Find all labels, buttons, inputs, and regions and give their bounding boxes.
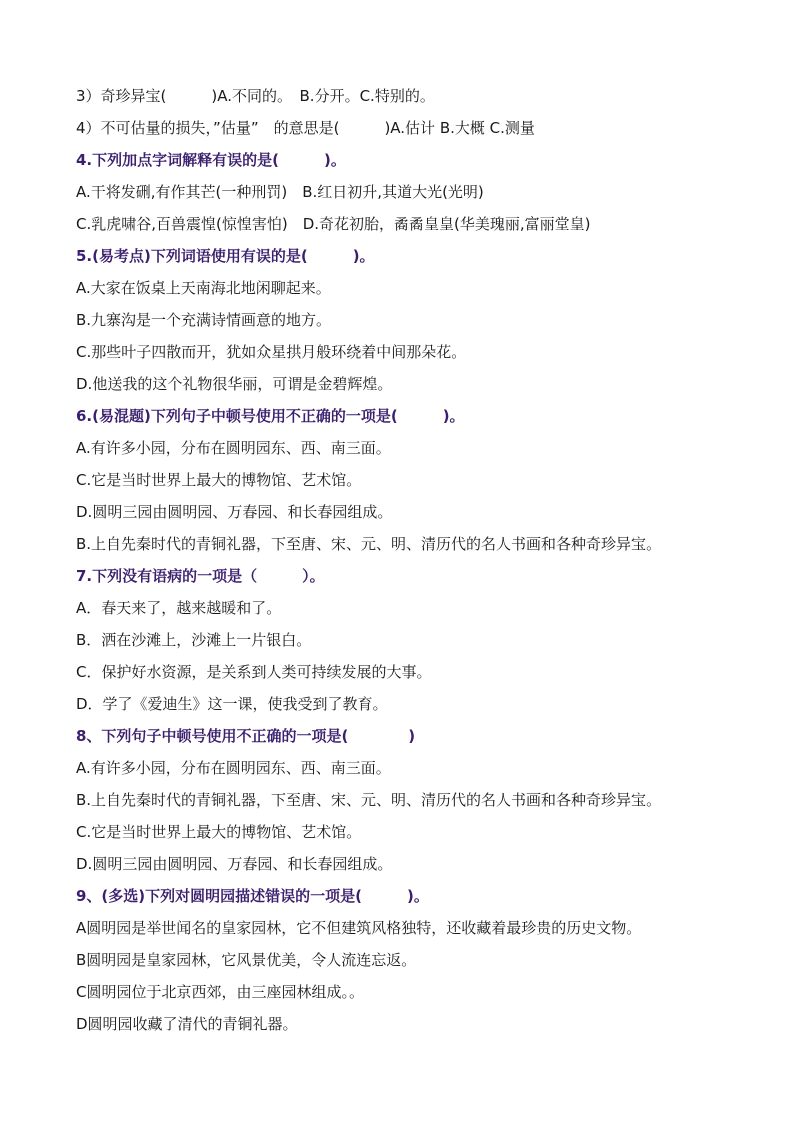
question-9-option-b: B圆明园是皇家园林，它风景优美，令人流连忘返。 [76,951,417,969]
option-line-3-synonym: 3）奇珍异宝( )A.不同的。 B.分开。C.特别的。 [76,87,435,105]
question-8-option-b: B.上自先秦时代的青铜礼器，下至唐、宋、元、明、清历代的名人书画和各种奇珍异宝。 [76,791,662,809]
question-6-option-d: D.圆明三园由圆明园、万春园、和长春园组成。 [76,503,393,521]
question-5-heading: 5.(易考点)下列词语使用有误的是( )。 [76,247,375,265]
question-4-heading: 4.下列加点字词解释有误的是( )。 [76,151,346,169]
question-5-option-c: C.那些叶子四散而开，犹如众星拱月般环绕着中间那朵花。 [76,343,467,361]
question-6-heading: 6.(易混题)下列句子中顿号使用不正确的一项是( )。 [76,407,465,425]
question-7-option-c: C．保护好水资源，是关系到人类可持续发展的大事。 [76,663,432,681]
question-6-option-a: A.有许多小园，分布在圆明园东、西、南三面。 [76,439,391,457]
option-line-4-estimate: 4）不可估量的损失，”估量” 的意思是( )A.估计 B.大概 C.测量 [76,119,535,137]
question-8-option-c: C.它是当时世界上最大的博物馆、艺术馆。 [76,823,362,841]
question-5-option-d: D.他送我的这个礼物很华丽，可谓是金碧辉煌。 [76,375,393,393]
question-9-option-d: D圆明园收藏了清代的青铜礼器。 [76,1015,298,1033]
question-7-option-d: D．学了《爱迪生》这一课，使我受到了教育。 [76,695,388,713]
question-9-option-a: A圆明园是举世闻名的皇家园林，它不但建筑风格独特，还收藏着最珍贵的历史文物。 [76,919,642,937]
question-6-option-c: C.它是当时世界上最大的博物馆、艺术馆。 [76,471,362,489]
question-8-heading: 8、下列句子中顿号使用不正确的一项是( ) [76,727,416,745]
question-4-option-ab: A.干将发硎,有作其芒(一种刑罚) B.红日初升,其道大光(光明) [76,183,484,201]
question-8-option-d: D.圆明三园由圆明园、万春园、和长春园组成。 [76,855,393,873]
question-6-option-b: B.上自先秦时代的青铜礼器，下至唐、宋、元、明、清历代的名人书画和各种奇珍异宝。 [76,535,662,553]
question-5-option-a: A.大家在饭桌上天南海北地闲聊起来。 [76,279,331,297]
question-9-heading: 9、(多选)下列对圆明园描述错误的一项是( )。 [76,887,429,905]
question-7-option-b: B．洒在沙滩上，沙滩上一片银白。 [76,631,312,649]
question-5-option-b: B.九寨沟是一个充满诗情画意的地方。 [76,311,332,329]
question-8-option-a: A.有许多小园，分布在圆明园东、西、南三面。 [76,759,391,777]
question-4-option-cd: C.乳虎啸谷,百兽震惶(惊惶害怕) D.奇花初胎，矞矞皇皇(华美瑰丽,富丽堂皇) [76,215,591,233]
question-7-heading: 7.下列没有语病的一项是（ ）。 [76,567,325,585]
question-7-option-a: A．春天来了，越来越暖和了。 [76,599,282,617]
question-9-option-c: C圆明园位于北京西郊，由三座园林组成。。 [76,983,364,1001]
